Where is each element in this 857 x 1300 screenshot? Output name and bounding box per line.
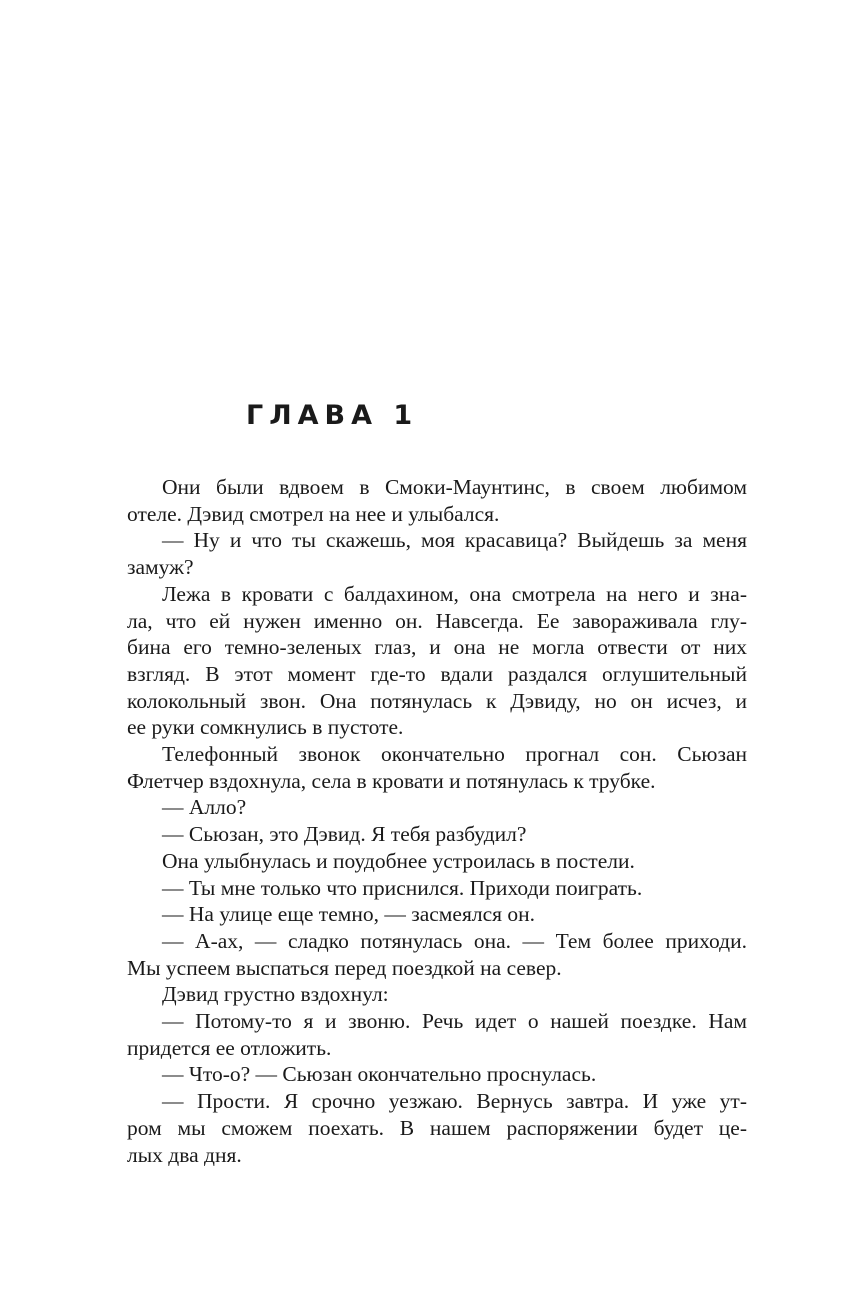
- paragraph: [127, 848, 747, 875]
- text-line: Дэвид грустно вздохнул:: [162, 982, 389, 1007]
- text-line: ла, что ей нужен именно он. Навсегда. Ее завораживала глу-: [127, 608, 747, 633]
- text-line: взгляд. В этот момент где-то вдали раздался оглушительный: [127, 661, 747, 686]
- text-line: отеле. Дэвид смотрел на нее и улыбался.: [127, 501, 500, 526]
- text-line: Флетчер вздохнула, села в кровати и потянулась к трубке.: [127, 768, 656, 793]
- text-line: Она улыбнулась и поудобнее устроилась в постели.: [162, 848, 635, 873]
- paragraph: [127, 741, 747, 794]
- text-line: — Сьюзан, это Дэвид. Я тебя разбудил?: [162, 822, 527, 847]
- text-line: ее руки сомкнулись в пустоте.: [127, 715, 404, 740]
- text-line: — А-ах, — сладко потянулась она. — Тем более приходи.: [162, 928, 747, 953]
- text-line: колокольный звон. Она потянулась к Дэвиду, но он исчез, и: [127, 688, 747, 713]
- paragraph: [127, 1008, 747, 1061]
- chapter-body: [127, 474, 747, 1168]
- paragraph: [127, 794, 747, 821]
- paragraph: [127, 981, 747, 1008]
- text-line: — На улице еще темно, — засмеялся он.: [162, 902, 536, 927]
- paragraph: [127, 1088, 747, 1168]
- text-line: лых два дня.: [127, 1142, 242, 1167]
- text-line: Мы успеем выспаться перед поездкой на север.: [127, 955, 562, 980]
- text-line: придется ее отложить.: [127, 1035, 332, 1060]
- paragraph: [127, 901, 747, 928]
- text-line: — Потому-то я и звоню. Речь идет о нашей поездке. Нам: [162, 1009, 747, 1034]
- text-line: ром мы сможем поехать. В нашем распоряжении будет це-: [127, 1115, 747, 1140]
- text-line: Они были вдвоем в Смоки-Маунтинс, в своем любимом: [162, 475, 747, 499]
- paragraph: [127, 821, 747, 848]
- paragraph: [127, 875, 747, 902]
- text-line: — Ну и что ты скажешь, моя красавица? Выйдешь за меня: [162, 528, 747, 553]
- text-line: Телефонный звонок окончательно прогнал сон. Сьюзан: [162, 742, 747, 767]
- chapter-title: ГЛАВА 1: [246, 400, 419, 431]
- text-line: — Алло?: [162, 795, 247, 820]
- paragraph: [127, 474, 747, 527]
- text-line: Лежа в кровати с балдахином, она смотрела на него и зна-: [162, 581, 747, 606]
- text-line: — Что-о? — Сьюзан окончательно проснулась.: [162, 1062, 597, 1087]
- paragraph: [127, 581, 747, 741]
- paragraph: [127, 1061, 747, 1088]
- paragraph: [127, 928, 747, 981]
- paragraph: [127, 527, 747, 580]
- text-line: бина его темно-зеленых глаз, и она не могла отвести от них: [127, 635, 747, 660]
- text-line: замуж?: [127, 555, 194, 580]
- text-line: — Ты мне только что приснился. Приходи поиграть.: [162, 875, 643, 900]
- text-line: — Прости. Я срочно уезжаю. Вернусь завтра. И уже ут-: [162, 1089, 747, 1114]
